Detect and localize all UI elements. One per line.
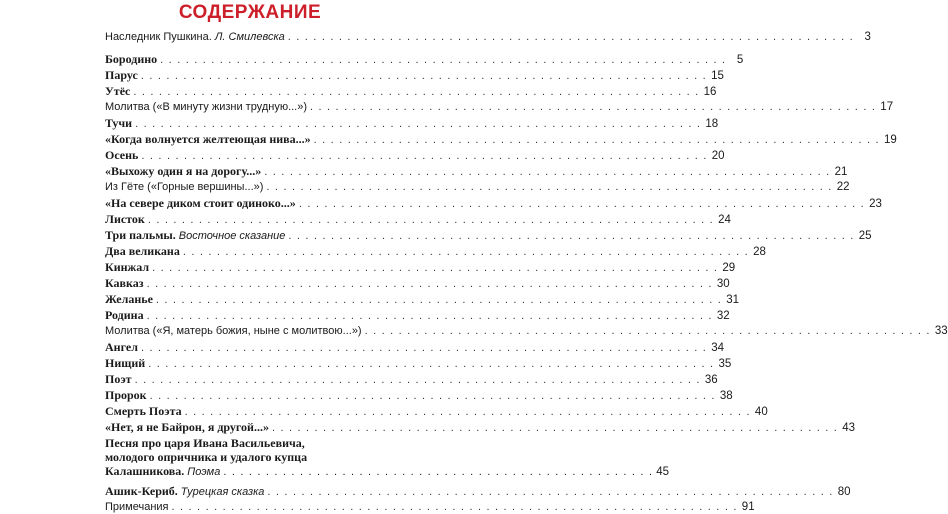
page-number: 45 xyxy=(656,466,669,478)
dot-leader xyxy=(183,245,749,259)
toc-entry xyxy=(105,356,732,371)
dot-leader xyxy=(147,277,713,291)
entry-title: Смерть Поэта xyxy=(105,404,182,418)
dot-leader xyxy=(266,180,832,194)
dot-leader xyxy=(172,500,738,514)
dot-leader xyxy=(156,293,722,307)
dot-leader xyxy=(147,309,713,323)
entry-title: «На севере диком стоит одиноко...» xyxy=(105,196,296,210)
entry-title: Молитва («Я, матерь божия, ныне с молитвою...») xyxy=(105,325,362,337)
dot-leader xyxy=(135,373,701,387)
page-number: 29 xyxy=(722,262,736,274)
dot-leader xyxy=(150,389,716,403)
dot-leader xyxy=(133,85,699,99)
toc-entry xyxy=(105,388,733,403)
entry-title: Парус xyxy=(105,68,138,82)
toc-entry xyxy=(105,68,724,83)
entry-title: Три пальмы. Восточное сказание xyxy=(105,228,286,242)
entry-title: Наследник Пушкина. Л. Смилевска xyxy=(105,31,285,43)
toc-entry xyxy=(105,196,882,211)
page-number: 91 xyxy=(741,501,755,513)
dot-leader xyxy=(141,69,707,83)
page-number: 18 xyxy=(705,118,719,130)
entry-title: Молитва («В минуту жизни трудную...») xyxy=(105,101,308,113)
dot-leader xyxy=(288,229,854,243)
entry-title: Родина xyxy=(105,308,144,322)
entry-title: Из Гёте («Горные вершины...») xyxy=(105,181,264,193)
entry-title: Поэт xyxy=(105,372,132,386)
toc-entry xyxy=(105,84,717,99)
page-title: СОДЕРЖАНИЕ xyxy=(178,2,322,23)
dot-leader xyxy=(299,197,865,211)
toc-entry xyxy=(105,500,755,514)
toc-entry xyxy=(105,244,766,259)
page-number: 30 xyxy=(716,278,730,290)
page-number: 28 xyxy=(753,246,766,258)
entry-title: Примечания xyxy=(105,501,169,513)
toc-entry xyxy=(105,164,848,179)
entry-title-line: молодого опричника и удалого купца xyxy=(105,450,308,464)
toc-entry-multiline xyxy=(105,436,669,479)
entry-title: Утёс xyxy=(105,84,131,98)
page-number: 23 xyxy=(869,198,882,210)
toc-entry xyxy=(105,260,736,275)
entry-title: Пророк xyxy=(105,388,147,402)
page-number: 40 xyxy=(754,406,768,418)
entry-title: Осень xyxy=(105,148,139,162)
page-number: 15 xyxy=(711,70,724,82)
toc-entry xyxy=(105,212,731,227)
page-number: 3 xyxy=(864,31,871,43)
page-number: 17 xyxy=(880,101,894,113)
page-number: 19 xyxy=(883,134,897,146)
page-number: 24 xyxy=(718,214,731,226)
page-number: 38 xyxy=(719,390,733,402)
page-number: 5 xyxy=(736,54,744,66)
entry-title: Тучи xyxy=(105,116,133,130)
toc-entry xyxy=(105,372,718,387)
toc-entry xyxy=(105,132,897,147)
entry-title: Желанье xyxy=(105,292,153,306)
toc-entry xyxy=(105,420,856,435)
dot-leader xyxy=(365,324,931,338)
dot-leader xyxy=(152,261,718,275)
dot-leader xyxy=(148,357,714,371)
entry-title: «Выхожу один я на дорогу...» xyxy=(105,164,262,178)
entry-title: Ангел xyxy=(105,340,138,354)
page-number: 21 xyxy=(834,166,848,178)
entry-title-line: Калашникова. Поэма xyxy=(105,464,221,478)
toc-entry xyxy=(105,52,744,67)
toc-entry xyxy=(105,100,894,114)
toc-entry xyxy=(105,324,948,338)
toc-entry xyxy=(105,292,739,307)
page-number: 22 xyxy=(836,181,850,193)
toc-entry xyxy=(105,116,719,131)
toc-entry xyxy=(105,276,730,291)
page-number: 80 xyxy=(837,486,851,498)
entry-title: «Нет, я не Байрон, я другой...» xyxy=(105,420,269,434)
page-number: 20 xyxy=(711,150,725,162)
page-number: 33 xyxy=(934,325,948,337)
entry-title: Два великана xyxy=(105,244,180,258)
toc-entry xyxy=(105,404,768,419)
toc-entry xyxy=(105,30,871,44)
dot-leader xyxy=(185,405,751,419)
dot-leader xyxy=(310,100,876,114)
page-number: 36 xyxy=(704,374,718,386)
dot-leader xyxy=(223,465,653,479)
entry-title: «Когда волнуется желтеющая нива...» xyxy=(105,132,311,146)
dot-leader xyxy=(141,341,707,355)
toc-entry xyxy=(105,180,850,194)
toc-entry xyxy=(105,228,872,243)
dot-leader xyxy=(272,421,838,435)
dot-leader xyxy=(148,213,714,227)
page-number: 43 xyxy=(842,422,856,434)
dot-leader xyxy=(141,149,707,163)
page-number: 25 xyxy=(858,230,872,242)
entry-title-last-line xyxy=(105,464,669,479)
entry-title: Нищий xyxy=(105,356,146,370)
toc-entry xyxy=(105,340,725,355)
page-number: 31 xyxy=(726,294,739,306)
dot-leader xyxy=(267,485,833,499)
entry-title: Листок xyxy=(105,212,145,226)
entry-title: Кинжал xyxy=(105,260,150,274)
entry-title: Ашик-Кериб. Турецкая сказка xyxy=(105,484,265,498)
dot-leader xyxy=(135,117,701,131)
page-number: 35 xyxy=(718,358,732,370)
dot-leader xyxy=(264,165,830,179)
entry-title: Бородино xyxy=(105,52,158,66)
page-number: 34 xyxy=(711,342,725,354)
dot-leader xyxy=(314,133,880,147)
toc-entry xyxy=(105,484,851,499)
dot-leader xyxy=(160,53,726,67)
dot-leader xyxy=(288,30,854,44)
entry-title: Кавказ xyxy=(105,276,144,290)
page-number: 32 xyxy=(716,310,730,322)
toc-entry xyxy=(105,148,725,163)
toc-entry xyxy=(105,308,730,323)
entry-title-line: Песня про царя Ивана Васильевича, xyxy=(105,436,305,450)
page-number: 16 xyxy=(703,86,717,98)
